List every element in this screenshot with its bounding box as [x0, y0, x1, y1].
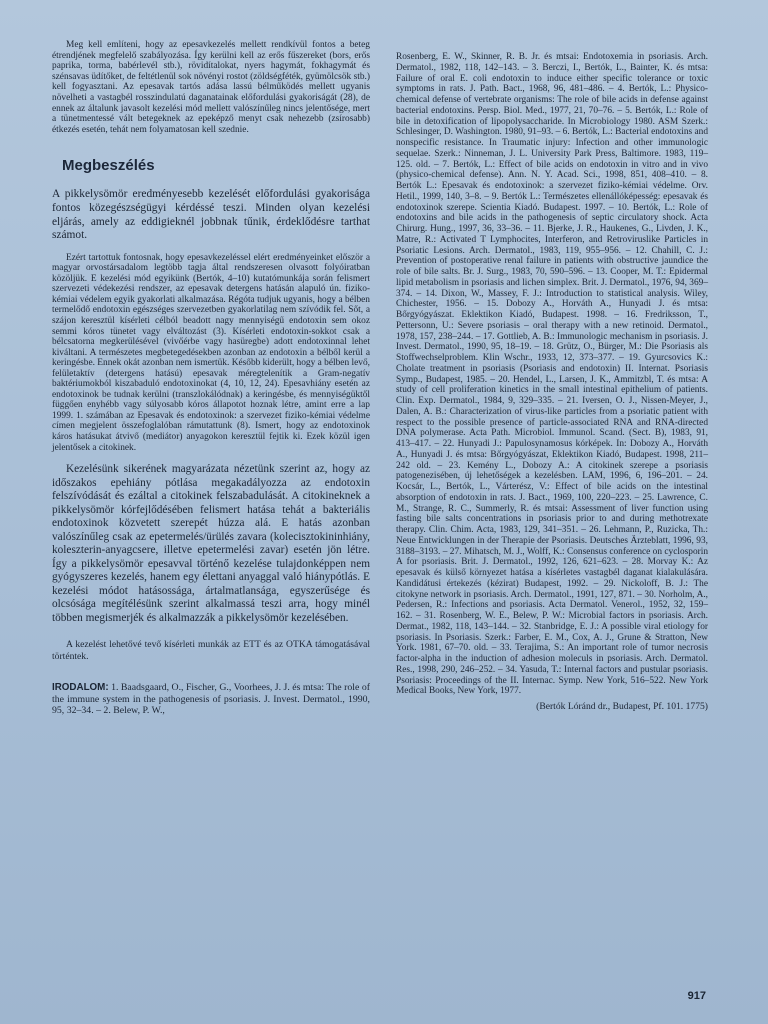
acknowledgement-note: A kezelést lehetővé tevő kísérleti munkák az ETT és az OTKA támogatásával történtek.: [52, 639, 370, 662]
body-paragraph-1: Ezért tartottuk fontosnak, hogy epesavkezeléssel elért eredményeinket először a magyar orvostársadalom legtöbb tagja által rendszeresen olvasott folyóiratban közöljük. E kezelési mód egyikünk (Bertók, 4–10) kutatómunkája során felismert szervezeti védekezési rendszer, az epesavak detergens hatásán alapuló ún. fiziko-kémiai védelem egyik gyakorlati alkalmazása. Régóta tudjuk ugyanis, hogy a bélben termelődő endotoxin egészséges szervezetben gyakorlatilag nem szívódik fel. Sőt, a szájon keresztül kísérleti célból beadott nagy mennyiségű endotoxin sem okoz semmi kóros tünetet vagy elváltozást (3). Kísérleti endotoxin-sokkot csak a bélcsatorna megkerülésével (vivőérbe vagy hasüregbe) adott endotoxinnal lehet kiváltani. A természetes megbetegedésekben azonban az endotoxin a bélből kerül a keringésbe. Ennek okát azonban nem ismertük. Később kiderült, hogy a bélben levő, felületaktív (detergens hatású) epesavak méregtelenítik a Gram-negatív baktériumokból kiszabaduló endotoxinokat (4, 10, 12, 24). Epesavhiány esetén az endotoxinok be tudnak kerülni (transzlokálódnak) a keringésbe, és mennyiségüktől függően enyhébb vagy súlyosabb kóros állapotot hoznak létre, amint erre a lap 1999. 1. számában az Epesavak és endotoxinok: a szervezet fiziko-kémiai védelme címen megjelent összefoglalóban rámutattunk (8). Ismert, hogy az endotoxinok káros hatásukat átvivő (mediátor) anyagokon keresztül fejtik ki. Ezek közül igen jelentősek a citokinek.: [52, 252, 370, 453]
intro-paragraph: Meg kell említeni, hogy az epesavkezelés mellett rendkívül fontos a beteg étrendjének megfelelő szabályozása. Így kerülni kell az erős fűszereket (bors, erős paprika, torma, babérlevél stb.), rövidítalokat, nyers hagymát, fokhagymát és szénsavas üdítőket, de feltétlenül sok növényi rostot (zöldségféték, gyümölcsök stb.) kell fogyasztani. Az epesavak tartós adása lassú bélműködés mellett ugyanis növelheti a vastagbél rosszindulatú daganatainak előfordulási gyakoriságát (28), de ennek az általunk javasolt kezelési mód mellett valószínűleg nincs jelentősége, mert a tünetmentessé vált betegeknek az epeképző menyt csak nehezebb (zsírosabb) étkezés esetén, tehát nem folyamatosan kell szednie.: [52, 40, 370, 135]
lead-paragraph: A pikkelysömör eredményesebb kezelését előfordulási gyakorisága fontos közegészségügyi kérdéssé teszi. Minden olyan kezelési eljárás, amely az eddigieknél jobbnak tűnik, érdeklődésre tarthat számot.: [52, 188, 370, 242]
references-label: IRODALOM:: [52, 681, 109, 693]
right-column: [396, 52, 708, 712]
references-start: [52, 682, 370, 717]
references-first-items: 1. Baadsgaard, O., Fischer, G., Voorhees, J. J. és mtsa: The role of the immune system in the pathogenesis of psoriasis. J. Invest. Dermatol., 1990, 95, 32–34. – 2. Belew, P. W.,: [52, 681, 370, 717]
body-paragraph-2: Kezelésünk sikerének magyarázata nézetünk szerint az, hogy az időszakos epehiány pótlása megakadályozza az endotoxin felszívódását és ezáltal a citokinek felszabadulását. A citokineknek a pikkelysömör kórfejlődésében felismert hatása tehát a bakteriális endotoxinok közvetett szerepét húzza alá. E hatás azonban valószínűleg csak az epetermelés/ürülés zavara (kolecisztokininhiány, koleszterin-anyagcsere, illetve epetermelési zavar) esetén jön létre. Így a pikkelysömör epesavval történő kezelése tulajdonképpen nem gyógyszeres kezelés, hanem egy élettani anyaggal való hiánypótlás. E kezelési módot hatásossága, ártalmatlansága, egyszerűsége és olcsósága megítélésünk szerint alkalmassá teszi arra, hogy minél többen megismerjék és alkalmazzák a pikkelysömör kezelésében.: [52, 463, 370, 624]
section-heading: Megbeszélés: [62, 157, 155, 175]
left-column: [52, 40, 370, 717]
references-list: Rosenberg, E. W., Skinner, R. B. Jr. és mtsai: Endotoxemia in psoriasis. Arch. Dermatol., 1982, 118, 142–143. – 3. Berczi, I., Bertók, L., Bainter, K. és mtsa: Failure of oral E. coli endotoxin to induce either specific tolerance or toxic symptoms in rats. J. Path. Bact., 1968, 96, 481–486. – 4. Bertók, L.: Physico-chemical defense of vertebrate organisms: The role of bile acids in defense against bacterial endotoxins. Persp. Biol. Med., 1977, 21, 70–76. – 5. Bertók, L.: Role of bile in detoxification of lipopolysaccharide. In Microbiology 1980. ASM Szerk.: Schlesinger, D. Washington. 1980, 91–93. – 6. Bertók, L.: Bacterial endotoxins and nonspecific resistance. In Traumatic injury: Infection and other immunologic sequelae. Szerk.: Ninneman, J. L. University Park Press, Baltimore. 1983, 119–125. old. – 7. Bertók, L.: Effect of bile acids on endotoxin in vitro and in vivo (physico-chemical defense). Ann. N. Y. Acad. Sci., 1998, 851, 408–410. – 8. Bertók L.: Epesavak és endotoxinok: a szervezet fiziko-kémiai védelme. Orv. Hetil., 1999, 140, 3–8. – 9. Bertók L.: Természetes ellenállóképesség: epesavak és endotoxinok szerepe. Scientia Kiadó. Budapest. 1997. – 10. Bertók, L.: Role of endotoxins and bile acids in the pathogenesis of septic circulatory shock. Acta Chirurg. Hung., 1997, 36, 33–36. – 11. Bjerke, J. R., Haukenes, G., Livden, J. K., Matre, R.: Activated T Lymphocites, Interferon, and Retroviruslike Particles in Psoriatic Lesions. Arch. Dermatol., 1983, 119, 955–956. – 12. Chahill, C. J.: Prevention of postoperative renal failure in patients with obstructive jaundice the role of bile salts. Br. J. Surg., 1983, 70, 590–596. – 13. Cooper, M. T.: Epidermal lipid metabolism in psoriasis and lichen simplex. Brit. J. Dermatol., 1976, 94, 369–374. – 14. Dixon, W., Massey, F. J.: Introduction to statistical analysis. Wiley, Chichester, 1956. – 15. Dobozy A., Horváth A., Hunyadi J. és mtsa: Bőrgyógyászat. Eklektikon Kiadó, Budapest. 1998. – 16. Fredriksson, T., Pettersonn, U.: Severe psoriasis – oral therapy with a new retinoid. Dermatol., 1978, 157, 238–244. – 17. Gottlieb, A. B.: Immunologic mechanism in psoriasis. J. Invest. Dermatol., 1990, 95, 18–19. – 18. Grütz, O., Bürger, M.: Die Psoriasis als Stoffwechselproblem. Klin Wschr., 1933, 12, 373–377. – 19. Gyurcsovics K.: Cholate treatment in psoriasis (Psoriasis and endotoxin) II. Internat. Psoriasis Symp., Budapest, 1985. – 20. Hendel, L., Larsen, J. K., Ammitzbl, T. és mtsa: A study of cell proliferation kinetics in the small intestinal epithelium of patients. Clin. Exp. Dermatol., 1984, 9, 329–335. – 21. Iversen, O. J., Nissen-Meyer, J., Dalen, A. B.: Characterization of virus-like particles from a psoriatic patient with respect to the possible presence of particle-associated RNA and RNA-directed DNA polymerase. Acta Path. Microbiol. Immunol. Scand. (Sect. B), 1983, 91, 413–417. – 22. Hunyadi J.: Papulosynamosus kórképek. In: Dobozy A., Horváth A., Hunyadi J. és mtsa: Bőrgyógyászat, Eklektikon Kiadó, Budapest. 1998, 211–242 old. – 23. Kemény L., Dobozy A.: A citokinek szerepe a psoriasis patogenezisében, új lehetőségek a kezelésben. LAM, 1996, 6, 196–201. – 24. Kocsár, L., Bertók, L., Várterész, V.: Effect of bile acids on the intestinal absorption of endotoxin in rats. J. Bact., 1969, 100, 220–223. – 25. Lawrence, C. M., Strange, R. C., Summerly, R. és mtsai: Assessment of liver function using fasting bile salts concentrations in psoriasis prior to and during methotrexate therapy. Clin. Chim. Acta, 1983, 129, 341–351. – 26. Lehmann, P., Ruzicka, Th.: Neue Entwicklungen in der Therapie der Psoriasis. Deutsches Ärzteblatt, 1996, 93, 3188–3193. – 27. Mihatsch, M. J., Wolff, K.: Consensus conference on cyclosporin A for psoriasis. Brit. J. Dermatol., 1992, 126, 621–623. – 28. Morvay K.: Az epesavak és külső környezet hatása a kísérletes vastagbél daganat kialakulására. Kandidátusi értekezés (kézirat) Budapest, 1992. – 29. Nickoloff, B. J.: The citokyne network in psoriasis. Arch. Dermatol., 1991, 127, 871. – 30. Norholm, A., Pedersen, R.: Infections and psoriasis. Acta Dermatol. Venerol., 1952, 32, 159–162. – 31. Rosenberg, W. E., Belew, P. W.: Microbial factors in psoriasis. Arch. Dermat., 1982, 118, 143–144. – 32. Stanbridge, E. J.: A possible viral etiology for psoriasis. In Psoriasis. Szerk.: Farber, E. M., Cox, A. J., Grune & Stratton, New York. 1981, 67–70. old. – 33. Terajima, S.: An important role of tumor necrosis factor-alpha in the induction of adhesion moleculs in psoriasis. Arch. Dermatol. Res., 1998, 290, 246–252. – 34. Yasuda, T.: Internal factors and pustular psoriasis. Psoriasis: Proceedings of the II. Internac. Symp. New York, 516–522. New York Medical Books, New York, 1977.: [396, 52, 708, 697]
author-address: (Bertók Lóránd dr., Budapest, Pf. 101. 1775): [536, 701, 708, 712]
page-number: 917: [687, 990, 706, 1002]
